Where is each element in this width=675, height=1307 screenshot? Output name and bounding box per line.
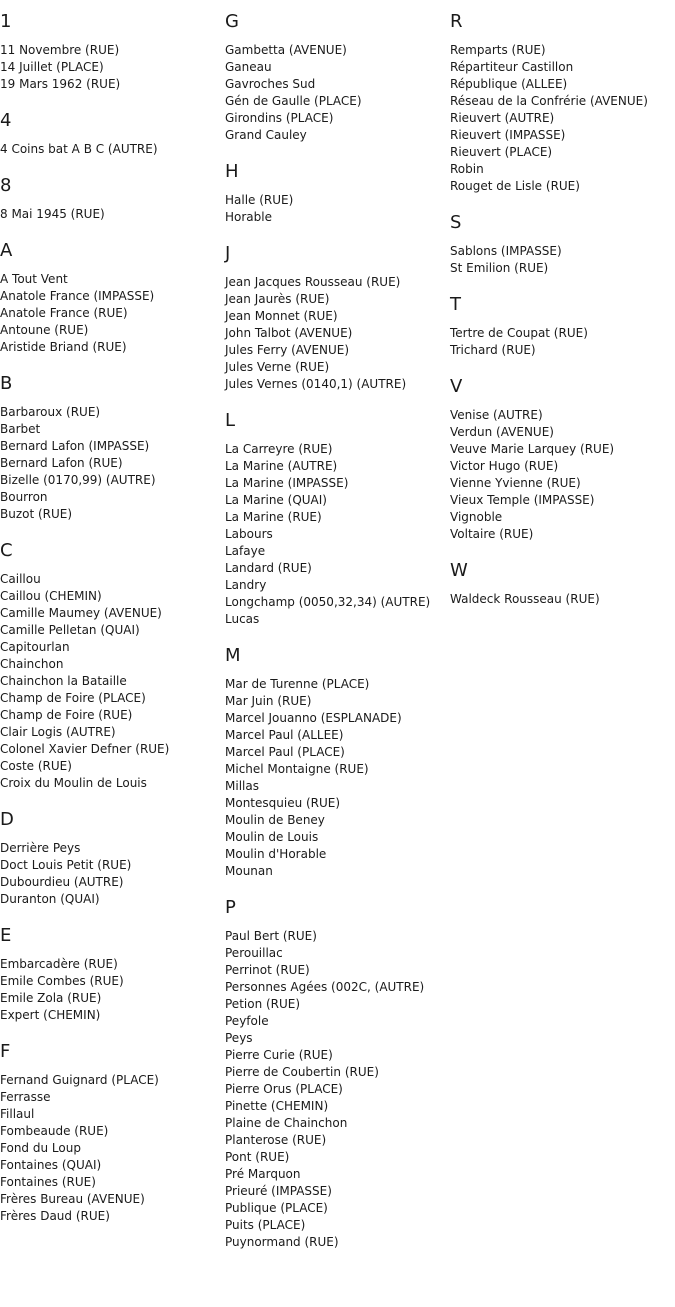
section-letter-heading: E (0, 925, 12, 946)
section-letter-heading: H (225, 161, 239, 182)
street-item[interactable]: Girondins (PLACE) (225, 111, 334, 125)
street-item[interactable]: Antoune (RUE) (0, 323, 89, 337)
street-item[interactable]: Fond du Loup (0, 1141, 81, 1155)
street-item[interactable]: Peys (225, 1031, 253, 1045)
section-letter-heading: W (450, 560, 468, 581)
street-item[interactable]: Emile Zola (RUE) (0, 991, 102, 1005)
street-list (0, 141, 220, 158)
street-item[interactable]: Chainchon (0, 657, 64, 671)
street-list (450, 591, 672, 608)
street-item[interactable]: Pierre Orus (PLACE) (225, 1082, 343, 1096)
street-item[interactable]: Champ de Foire (PLACE) (0, 691, 146, 705)
letter-section (0, 540, 220, 792)
street-list (0, 206, 220, 223)
section-letter-heading: T (450, 294, 461, 315)
street-item[interactable]: Lafaye (225, 544, 266, 558)
street-item[interactable]: Duranton (QUAI) (0, 892, 100, 906)
street-item[interactable]: Clair Logis (AUTRE) (0, 725, 116, 739)
street-item[interactable]: La Carreyre (RUE) (225, 442, 333, 456)
street-item[interactable]: La Marine (IMPASSE) (225, 476, 349, 490)
street-item[interactable]: Jules Verne (RUE) (225, 360, 330, 374)
street-list (0, 404, 220, 523)
street-item[interactable]: Landry (225, 578, 267, 592)
section-letter-heading: V (450, 376, 463, 397)
street-item[interactable]: Rouget de Lisle (RUE) (450, 179, 580, 193)
letter-section (225, 410, 445, 628)
street-item[interactable]: Coste (RUE) (0, 759, 72, 773)
street-item[interactable]: Caillou (CHEMIN) (0, 589, 102, 603)
street-item[interactable]: Venise (AUTRE) (450, 408, 543, 422)
letter-section (0, 240, 220, 356)
section-letter-heading: 1 (0, 11, 12, 32)
street-list (450, 243, 672, 277)
street-item[interactable]: Fontaines (QUAI) (0, 1158, 102, 1172)
street-item[interactable]: Verdun (AVENUE) (450, 425, 554, 439)
street-item[interactable]: Marcel Paul (ALLEE) (225, 728, 344, 742)
street-item[interactable]: Paul Bert (RUE) (225, 929, 317, 943)
street-item[interactable]: Jean Jaurès (RUE) (225, 292, 330, 306)
street-list (450, 42, 672, 195)
street-item[interactable]: Jean Jacques Rousseau (RUE) (225, 275, 401, 289)
street-item[interactable]: Bernard Lafon (IMPASSE) (0, 439, 150, 453)
street-item[interactable]: Mounan (225, 864, 273, 878)
street-item[interactable]: Pré Marquon (225, 1167, 301, 1181)
street-item[interactable]: Petion (RUE) (225, 997, 301, 1011)
street-item[interactable]: Remparts (RUE) (450, 43, 546, 57)
section-letter-heading: J (225, 243, 231, 264)
street-item[interactable]: Vienne Yvienne (RUE) (450, 476, 581, 490)
street-item[interactable]: Vieux Temple (IMPASSE) (450, 493, 595, 507)
street-item[interactable]: Vignoble (450, 510, 503, 524)
street-list (0, 271, 220, 356)
letter-section (0, 11, 220, 93)
street-item[interactable]: Chainchon la Bataille (0, 674, 127, 688)
street-item[interactable]: Expert (CHEMIN) (0, 1008, 101, 1022)
section-letter-heading: 8 (0, 175, 12, 196)
street-item[interactable]: 4 Coins bat A B C (AUTRE) (0, 142, 158, 156)
street-item[interactable]: Trichard (RUE) (450, 343, 536, 357)
street-item[interactable]: Ferrasse (0, 1090, 51, 1104)
street-item[interactable]: Doct Louis Petit (RUE) (0, 858, 132, 872)
street-item[interactable]: Labours (225, 527, 273, 541)
street-item[interactable]: Moulin de Louis (225, 830, 319, 844)
section-letter-heading: D (0, 809, 14, 830)
street-item[interactable]: Waldeck Rousseau (RUE) (450, 592, 600, 606)
street-item[interactable]: Rieuvert (AUTRE) (450, 111, 555, 125)
street-item[interactable]: St Emilion (RUE) (450, 261, 549, 275)
street-item[interactable]: Bernard Lafon (RUE) (0, 456, 123, 470)
letter-section (0, 175, 220, 223)
street-item[interactable]: La Marine (AUTRE) (225, 459, 338, 473)
street-item[interactable]: Dubourdieu (AUTRE) (0, 875, 124, 889)
street-item[interactable]: 8 Mai 1945 (RUE) (0, 207, 105, 221)
letter-section (225, 161, 445, 226)
section-letter-heading: C (0, 540, 13, 561)
street-list (0, 571, 220, 792)
street-item[interactable]: 19 Mars 1962 (RUE) (0, 77, 121, 91)
street-item[interactable]: La Marine (RUE) (225, 510, 322, 524)
street-item[interactable]: République (ALLEE) (450, 77, 568, 91)
street-item[interactable]: Anatole France (IMPASSE) (0, 289, 155, 303)
street-item[interactable]: Victor Hugo (RUE) (450, 459, 559, 473)
street-list (0, 42, 220, 93)
street-item[interactable]: Camille Maumey (AVENUE) (0, 606, 162, 620)
street-item[interactable]: Horable (225, 210, 272, 224)
street-item[interactable]: Fombeaude (RUE) (0, 1124, 109, 1138)
street-item[interactable]: Pont (RUE) (225, 1150, 290, 1164)
letter-section (450, 294, 672, 359)
street-item[interactable]: Lucas (225, 612, 260, 626)
index-column-1 (0, 11, 220, 1225)
section-letter-heading: M (225, 645, 241, 666)
letter-section (225, 645, 445, 880)
street-item[interactable]: Bourron (0, 490, 48, 504)
street-item[interactable]: Pinette (CHEMIN) (225, 1099, 329, 1113)
street-item[interactable]: Millas (225, 779, 259, 793)
street-item[interactable]: Puynormand (RUE) (225, 1235, 339, 1249)
street-list (450, 407, 672, 543)
street-item[interactable]: Personnes Agées (002C, (AUTRE) (225, 980, 425, 994)
street-item[interactable]: Peyfole (225, 1014, 269, 1028)
street-item[interactable]: Prieuré (IMPASSE) (225, 1184, 332, 1198)
street-item[interactable]: La Marine (QUAI) (225, 493, 327, 507)
street-item[interactable]: Barbet (0, 422, 41, 436)
street-item[interactable]: Halle (RUE) (225, 193, 294, 207)
street-item[interactable]: Sablons (IMPASSE) (450, 244, 562, 258)
section-letter-heading: B (0, 373, 13, 394)
street-item[interactable]: Grand Cauley (225, 128, 307, 142)
street-list (225, 441, 445, 628)
street-item[interactable]: Fontaines (RUE) (0, 1175, 96, 1189)
street-item[interactable]: Montesquieu (RUE) (225, 796, 341, 810)
street-item[interactable]: Gambetta (AVENUE) (225, 43, 347, 57)
street-item[interactable]: Bizelle (0170,99) (AUTRE) (0, 473, 156, 487)
section-letter-heading: A (0, 240, 13, 261)
street-item[interactable]: Marcel Paul (PLACE) (225, 745, 345, 759)
street-item[interactable]: Frères Bureau (AVENUE) (0, 1192, 145, 1206)
street-item[interactable]: Robin (450, 162, 484, 176)
street-item[interactable]: Perrinot (RUE) (225, 963, 310, 977)
street-item[interactable]: Jules Ferry (AVENUE) (225, 343, 350, 357)
street-item[interactable]: Publique (PLACE) (225, 1201, 328, 1215)
street-item[interactable]: Buzot (RUE) (0, 507, 73, 521)
street-item[interactable]: John Talbot (AVENUE) (225, 326, 353, 340)
street-list (225, 192, 445, 226)
street-item[interactable]: Camille Pelletan (QUAI) (0, 623, 140, 637)
street-item[interactable]: Veuve Marie Larquey (RUE) (450, 442, 615, 456)
street-item[interactable]: Embarcadère (RUE) (0, 957, 118, 971)
street-item[interactable]: A Tout Vent (0, 272, 68, 286)
section-letter-heading: 4 (0, 110, 12, 131)
index-column-3 (450, 11, 672, 608)
street-item[interactable]: Capitourlan (0, 640, 70, 654)
street-list (0, 1072, 220, 1225)
section-letter-heading: G (225, 11, 239, 32)
letter-section (450, 376, 672, 543)
street-item[interactable]: Caillou (0, 572, 41, 586)
street-item[interactable]: Jean Monnet (RUE) (225, 309, 338, 323)
street-list (225, 42, 445, 144)
letter-section (225, 11, 445, 144)
street-item[interactable]: Croix du Moulin de Louis (0, 776, 147, 790)
letter-section (0, 110, 220, 158)
street-list (225, 274, 445, 393)
street-list (225, 676, 445, 880)
street-item[interactable]: Marcel Jouanno (ESPLANADE) (225, 711, 402, 725)
street-item[interactable]: Perouillac (225, 946, 283, 960)
street-list (450, 325, 672, 359)
index-column-2 (225, 11, 445, 1251)
letter-section (0, 1041, 220, 1225)
section-letter-heading: F (0, 1041, 11, 1062)
section-letter-heading: S (450, 212, 462, 233)
letter-section (225, 897, 445, 1251)
street-item[interactable]: Fernand Guignard (PLACE) (0, 1073, 159, 1087)
street-item[interactable]: Gén de Gaulle (PLACE) (225, 94, 362, 108)
street-item[interactable]: Planterose (RUE) (225, 1133, 327, 1147)
street-item[interactable]: Gavroches Sud (225, 77, 316, 91)
street-item[interactable]: Moulin de Beney (225, 813, 325, 827)
street-item[interactable]: Aristide Briand (RUE) (0, 340, 127, 354)
street-item[interactable]: Emile Combes (RUE) (0, 974, 124, 988)
letter-section (225, 243, 445, 393)
street-item[interactable]: Plaine de Chainchon (225, 1116, 348, 1130)
street-item[interactable]: Longchamp (0050,32,34) (AUTRE) (225, 595, 431, 609)
section-letter-heading: P (225, 897, 236, 918)
street-item[interactable]: Puits (PLACE) (225, 1218, 306, 1232)
street-item[interactable]: Rieuvert (IMPASSE) (450, 128, 566, 142)
street-item[interactable]: Frères Daud (RUE) (0, 1209, 110, 1223)
street-item[interactable]: Réseau de la Confrérie (AVENUE) (450, 94, 648, 108)
street-item[interactable]: Anatole France (RUE) (0, 306, 128, 320)
street-item[interactable]: Fillaul (0, 1107, 35, 1121)
street-list (0, 956, 220, 1024)
street-item[interactable]: Michel Montaigne (RUE) (225, 762, 369, 776)
street-item[interactable]: Champ de Foire (RUE) (0, 708, 133, 722)
street-item[interactable]: Mar de Turenne (PLACE) (225, 677, 370, 691)
street-item[interactable]: Moulin d'Horable (225, 847, 327, 861)
street-item[interactable]: Mar Juin (RUE) (225, 694, 312, 708)
street-item[interactable]: Jules Vernes (0140,1) (AUTRE) (225, 377, 407, 391)
section-letter-heading: R (450, 11, 463, 32)
street-list (0, 840, 220, 908)
street-item[interactable]: Répartiteur Castillon (450, 60, 574, 74)
letter-section (0, 809, 220, 908)
letter-section (450, 11, 672, 195)
street-item[interactable]: Ganeau (225, 60, 272, 74)
street-item[interactable]: Barbaroux (RUE) (0, 405, 101, 419)
street-item[interactable]: Colonel Xavier Defner (RUE) (0, 742, 170, 756)
street-item[interactable]: Pierre Curie (RUE) (225, 1048, 333, 1062)
street-item[interactable]: 11 Novembre (RUE) (0, 43, 120, 57)
letter-section (450, 212, 672, 277)
street-item[interactable]: Rieuvert (PLACE) (450, 145, 553, 159)
letter-section (450, 560, 672, 608)
street-item[interactable]: Landard (RUE) (225, 561, 312, 575)
street-item[interactable]: Derrière Peys (0, 841, 81, 855)
letter-section (0, 373, 220, 523)
street-item[interactable]: Voltaire (RUE) (450, 527, 534, 541)
street-item[interactable]: Pierre de Coubertin (RUE) (225, 1065, 379, 1079)
section-letter-heading: L (225, 410, 236, 431)
street-list (225, 928, 445, 1251)
street-item[interactable]: Tertre de Coupat (RUE) (450, 326, 588, 340)
letter-section (0, 925, 220, 1024)
street-item[interactable]: 14 Juillet (PLACE) (0, 60, 104, 74)
